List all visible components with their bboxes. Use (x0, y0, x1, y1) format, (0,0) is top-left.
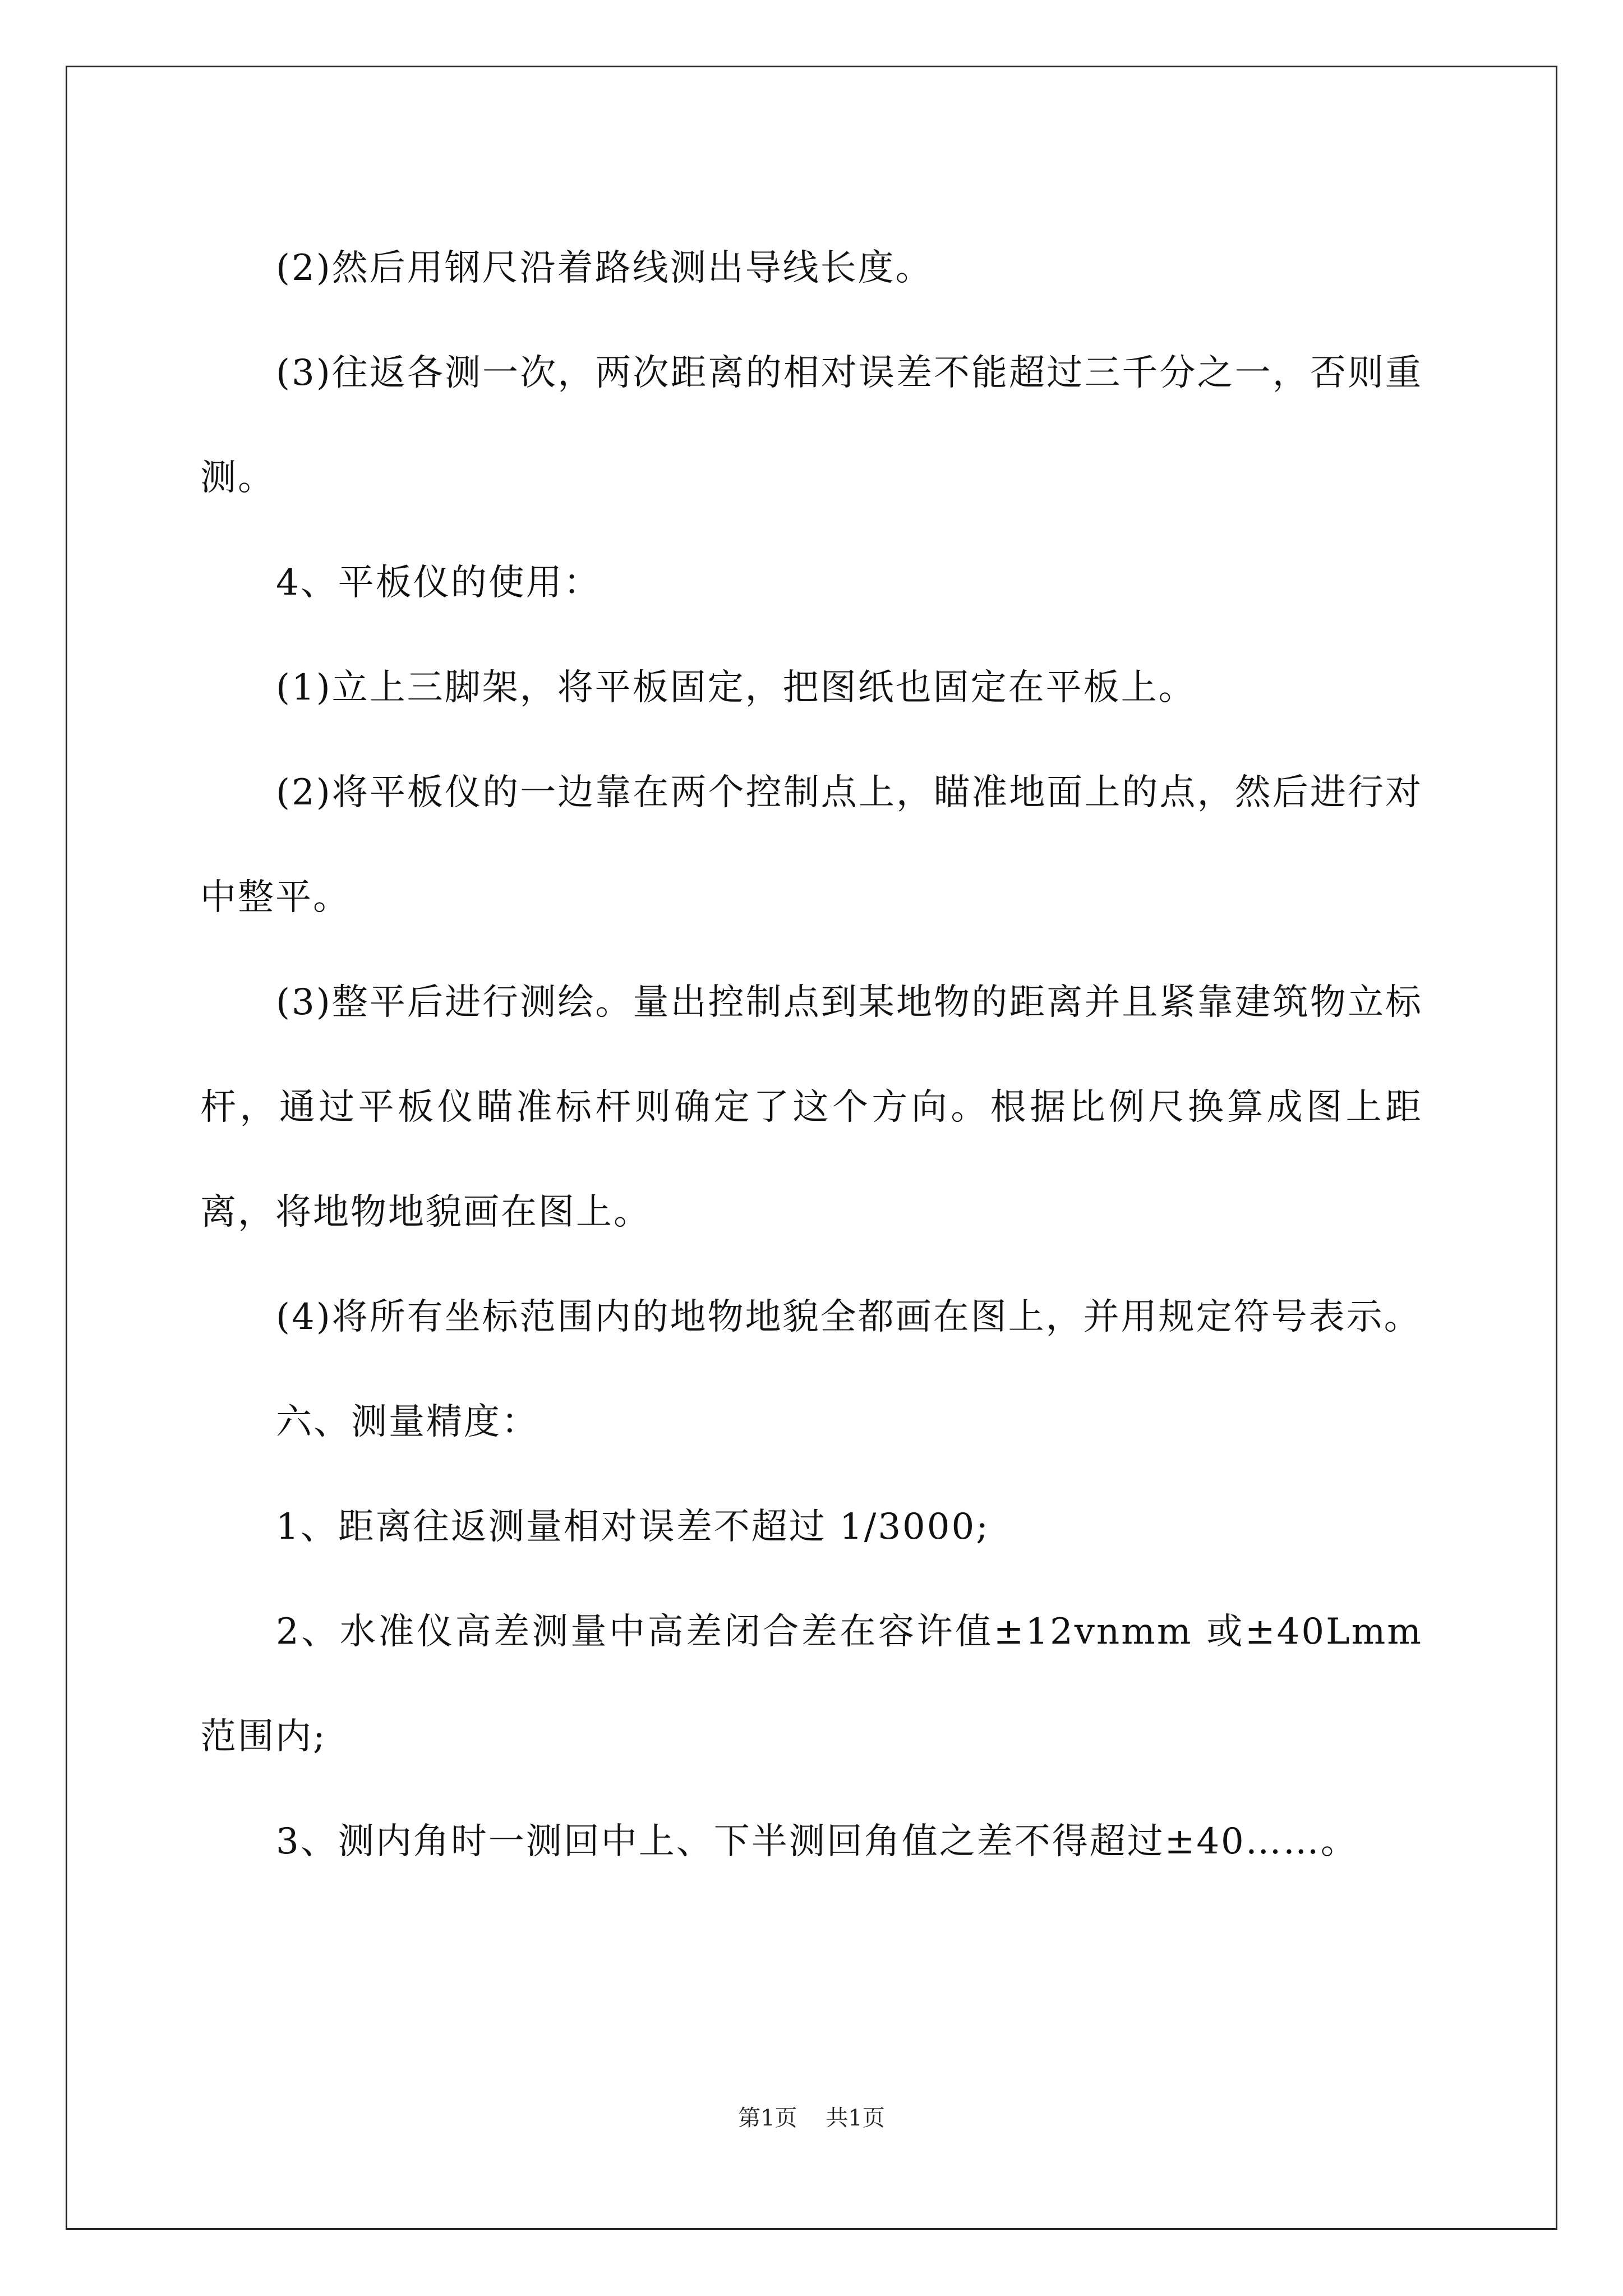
page-total: 共1页 (826, 2105, 885, 2131)
paragraph: (3)整平后进行测绘。量出控制点到某地物的距离并且紧靠建筑物立标杆，通过平板仪瞄准标杆则确定了这个方向。根据比例尺换算成图上距离，将地物地貌画在图上。 (200, 982, 1423, 1233)
section-heading: 六、测量精度： (276, 1401, 539, 1443)
document-body (200, 216, 1423, 1894)
page-footer (0, 2101, 1623, 2135)
paragraph: (3)往返各测一次，两次距离的相对误差不能超过三千分之一，否则重测。 (200, 352, 1423, 499)
paragraph: 2、水准仪高差测量中高差闭合差在容许值±12vnmm 或±40Lmm 范围内; (200, 1611, 1423, 1757)
paragraph: (4)将所有坐标范围内的地物地貌全都画在图上，并用规定符号表示。 (276, 1296, 1422, 1338)
paragraph: (2)将平板仪的一边靠在两个控制点上，瞄准地面上的点，然后进行对中整平。 (200, 772, 1423, 918)
paragraph: (1)立上三脚架，将平板固定，把图纸也固定在平板上。 (276, 667, 1196, 708)
paragraph: 3、测内角时一测回中上、下半测回角值之差不得超过±40……。 (276, 1821, 1358, 1862)
paragraph: 1、距离往返测量相对误差不超过 1/3000; (276, 1506, 990, 1548)
paragraph: (2)然后用钢尺沿着路线测出导线长度。 (276, 247, 933, 289)
section-heading: 4、平板仪的使用： (276, 562, 601, 604)
page-number: 第1页 (738, 2105, 797, 2131)
